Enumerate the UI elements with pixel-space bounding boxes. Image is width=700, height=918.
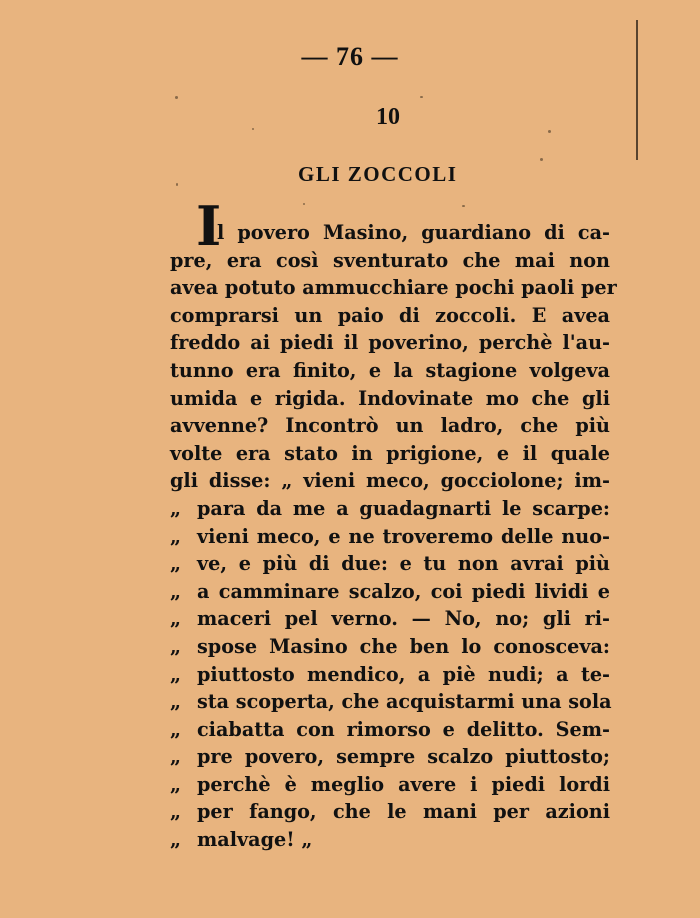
drop-cap: I <box>196 194 222 258</box>
text-line <box>170 771 610 799</box>
text-line-content: freddo ai piedi il poverino, perchè l'au- <box>170 331 610 355</box>
text-line <box>170 412 610 440</box>
quote-mark: „ <box>170 690 182 714</box>
text-line <box>170 523 610 551</box>
story-number: 10 <box>376 104 400 130</box>
print-speck <box>540 158 543 161</box>
text-line-content: perchè è meglio avere i piedi lordi <box>197 772 610 796</box>
quote-mark: „ <box>170 745 182 769</box>
quote-mark: „ <box>170 717 182 741</box>
print-speck <box>176 183 178 186</box>
page-edge-line <box>636 20 638 160</box>
text-line-content: piuttosto mendico, a piè nudi; a te- <box>197 662 610 686</box>
print-speck <box>548 130 551 133</box>
text-line-content: l povero Masino, guardiano di ca- <box>217 221 610 244</box>
text-line <box>170 440 610 468</box>
text-line <box>170 661 610 689</box>
text-line <box>170 495 610 523</box>
text-line-content: sta scoperta, che acquistarmi una sola <box>197 690 612 714</box>
text-line-content: a camminare scalzo, coi piedi lividi e <box>197 579 610 603</box>
text-line <box>170 826 610 854</box>
text-line <box>170 302 610 330</box>
text-line-content: malvage! „ <box>197 828 313 852</box>
text-line-content: gli disse: „ vieni meco, gocciolone; im- <box>170 469 610 493</box>
story-title: GLI ZOCCOLI <box>298 162 458 186</box>
print-speck <box>420 96 423 98</box>
quote-mark: „ <box>170 524 182 548</box>
text-line <box>170 716 610 744</box>
quote-mark: „ <box>170 772 182 796</box>
text-line-content: maceri pel verno. — No, no; gli ri- <box>197 607 610 631</box>
page-number: — 76 — <box>301 42 399 71</box>
body-text <box>170 219 617 854</box>
text-line-content: volte era stato in prigione, e il quale <box>170 441 610 465</box>
quote-mark: „ <box>170 662 182 686</box>
text-line-content: para da me a guadagnarti le scarpe: <box>197 496 610 520</box>
text-line-content: avea potuto ammucchiare pochi paoli per <box>170 276 617 300</box>
text-line <box>170 385 610 413</box>
quote-mark: „ <box>170 607 182 631</box>
text-line <box>170 743 610 771</box>
text-line-content: spose Masino che ben lo conosceva: <box>197 634 610 658</box>
text-line-content: ve, e più di due: e tu non avrai più <box>197 552 610 576</box>
quote-mark: „ <box>170 496 182 520</box>
quote-mark: „ <box>170 634 182 658</box>
text-line <box>170 605 610 633</box>
quote-mark: „ <box>170 828 182 852</box>
quote-mark: „ <box>170 552 182 576</box>
text-line-content: umida e rigida. Indovinate mo che gli <box>170 386 610 410</box>
text-line <box>170 357 610 385</box>
text-line-content: comprarsi un paio di zoccoli. E avea <box>170 303 610 327</box>
text-line <box>170 247 610 275</box>
text-line <box>170 633 610 661</box>
quote-mark: „ <box>170 800 182 824</box>
text-line <box>170 274 617 302</box>
print-speck <box>462 205 465 207</box>
text-line <box>170 798 610 826</box>
print-speck <box>303 203 305 205</box>
text-line <box>170 688 610 716</box>
text-line-content: avvenne? Incontrò un ladro, che più <box>170 414 610 438</box>
text-line-content: tunno era finito, e la stagione volgeva <box>170 358 610 382</box>
print-speck <box>175 96 178 99</box>
text-line-content: per fango, che le mani per azioni <box>197 800 610 824</box>
text-line-content: pre, era così sventurato che mai non <box>170 248 610 272</box>
print-speck <box>252 128 254 130</box>
text-line <box>170 329 610 357</box>
quote-mark: „ <box>170 579 182 603</box>
text-line-content: pre povero, sempre scalzo piuttosto; <box>197 745 610 769</box>
text-line <box>170 467 610 495</box>
text-line <box>170 578 610 606</box>
text-line-content: vieni meco, e ne troveremo delle nuo- <box>197 524 610 548</box>
text-line <box>170 219 610 247</box>
text-line <box>170 550 610 578</box>
text-line-content: ciabatta con rimorso e delitto. Sem- <box>197 717 610 741</box>
